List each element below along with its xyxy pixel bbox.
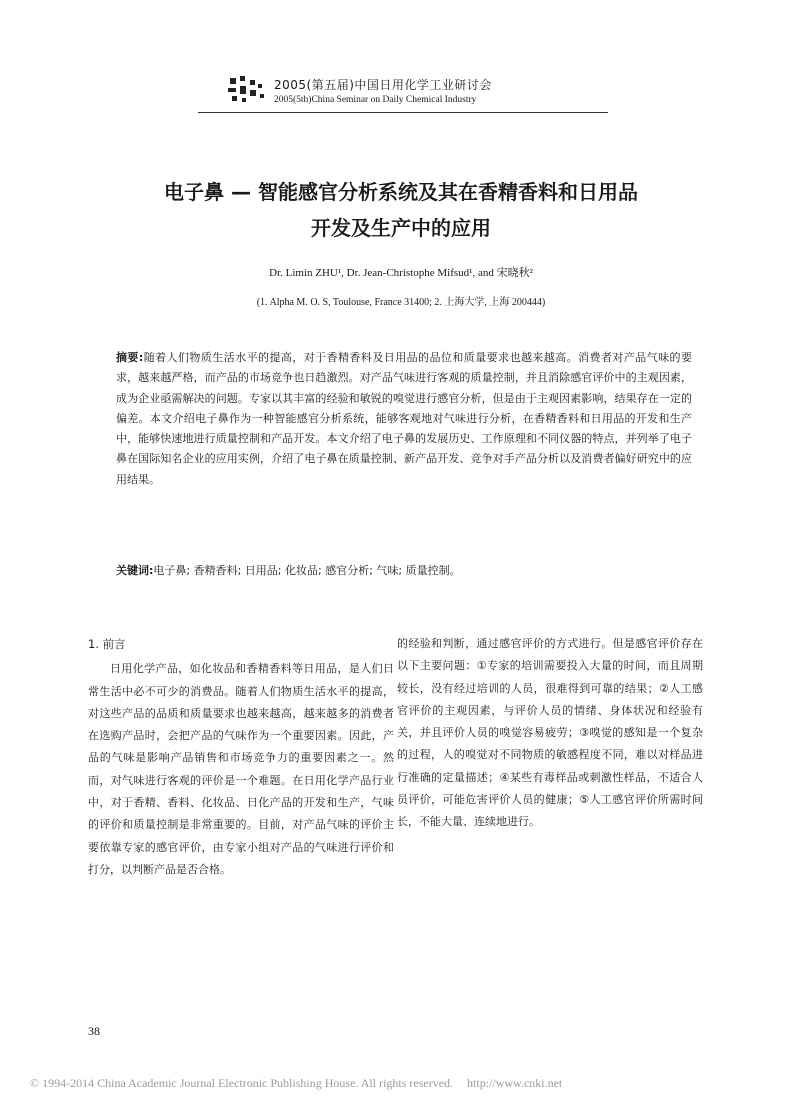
keywords: [116, 562, 692, 578]
copyright-footer: [30, 1076, 576, 1091]
abstract-text: 随着人们物质生活水平的提高，对于香精香料及日用品的品位和质量要求也越来越高。消费者对产品气味的要求，越来越严格，而产品的市场竞争也日趋激烈。对产品气味进行客观的质量控制，并且消除感官评价中的主观因素，成为企业亟需解决的问题。专家以其丰富的经验和敏锐的嗅觉进行感官分析，但是由于主观因素影响，结果存在一定的偏差。本文介绍电子鼻作为一种智能感官分析系统，能够客观地对气味进行分析，在香精香料和日用品的开发和生产中，能够快速地进行质量控制和产品开发。本文介绍了电子鼻的发展历史、工作原理和不同仪器的特点，并列举了电子鼻在国际知名企业的应用实例，介绍了电子鼻在质量控制、新产品开发、竞争对手产品分析以及消费者偏好研究中的应用结果。: [116, 351, 692, 486]
copyright-text: © 1994-2014 China Academic Journal Electronic Publishing House. All rights reserved.: [30, 1076, 454, 1090]
abstract: [116, 348, 692, 490]
conference-logo-icon: [226, 74, 270, 104]
body-column-right: [397, 633, 703, 834]
cnki-link[interactable]: http://www.cnki.net: [467, 1076, 563, 1090]
abstract-label: 摘要:: [116, 351, 144, 364]
body-paragraph: 日用化学产品，如化妆品和香精香料等日用品，是人们日常生活中必不可少的消费品。随着人们物质生活水平的提高，对这些产品的品质和质量要求也越来越高，越来越多的消费者在选购产品时，会把产品的气味作为一个重要因素。因此，产品的气味是影响产品销售和市场竞争力的重要因素之一。然而，对气味进行客观的评价是一个难题。在日用化学产品行业中，对于香精、香料、化妆品、日化产品的开发和生产，气味的评价和质量控制是非常重要的。目前，对产品气味的评价主要依靠专家的感官评价，由专家小组对产品的气味进行评价和打分，以判断产品是否合格。: [88, 662, 394, 876]
author-list: Dr. Limin ZHU¹, Dr. Jean-Christophe Mifsud¹, and 宋晓秋²: [269, 267, 533, 279]
conference-name-en: 2005(5th)China Seminar on Daily Chemical Industry: [274, 95, 477, 105]
paper-title-line-1: 电子鼻 — 智能感官分析系统及其在香精香料和日用品: [164, 180, 638, 204]
body-column-left: [88, 633, 394, 881]
section-heading: 1. 前言: [88, 637, 126, 651]
body-paragraph: 的经验和判断，通过感官评价的方式进行。但是感官评价存在以下主要问题：①专家的培训需要投入大量的时间，而且周期较长，没有经过培训的人员，很难得到可靠的结果；②人工感官评价的主观因素，与评价人员的情绪、身体状况和经验有关，并且评价人员的嗅觉容易疲劳；③嗅觉的感知是一个复杂的过程，人的嗅觉对不同物质的敏感程度不同，难以对样品进行准确的定量描述；④某些有毒样品或刺激性样品，不适合人员评价，可能危害评价人员的健康；⑤人工感官评价所需时间长，不能大量、连续地进行。: [397, 637, 703, 829]
affiliations: (1. Alpha M. O. S, Toulouse, France 31400; 2. 上海大学, 上海 200444): [256, 297, 546, 308]
keywords-text: 电子鼻; 香精香料; 日用品; 化妆品; 感官分析; 气味; 质量控制。: [153, 564, 461, 577]
header-divider: [198, 112, 608, 113]
conference-name-zh: 2005(第五届)中国日用化学工业研讨会: [274, 78, 492, 92]
keywords-label: 关键词:: [116, 564, 154, 577]
page-number: 38: [88, 1024, 100, 1038]
paper-title-line-2: 开发及生产中的应用: [311, 216, 491, 240]
